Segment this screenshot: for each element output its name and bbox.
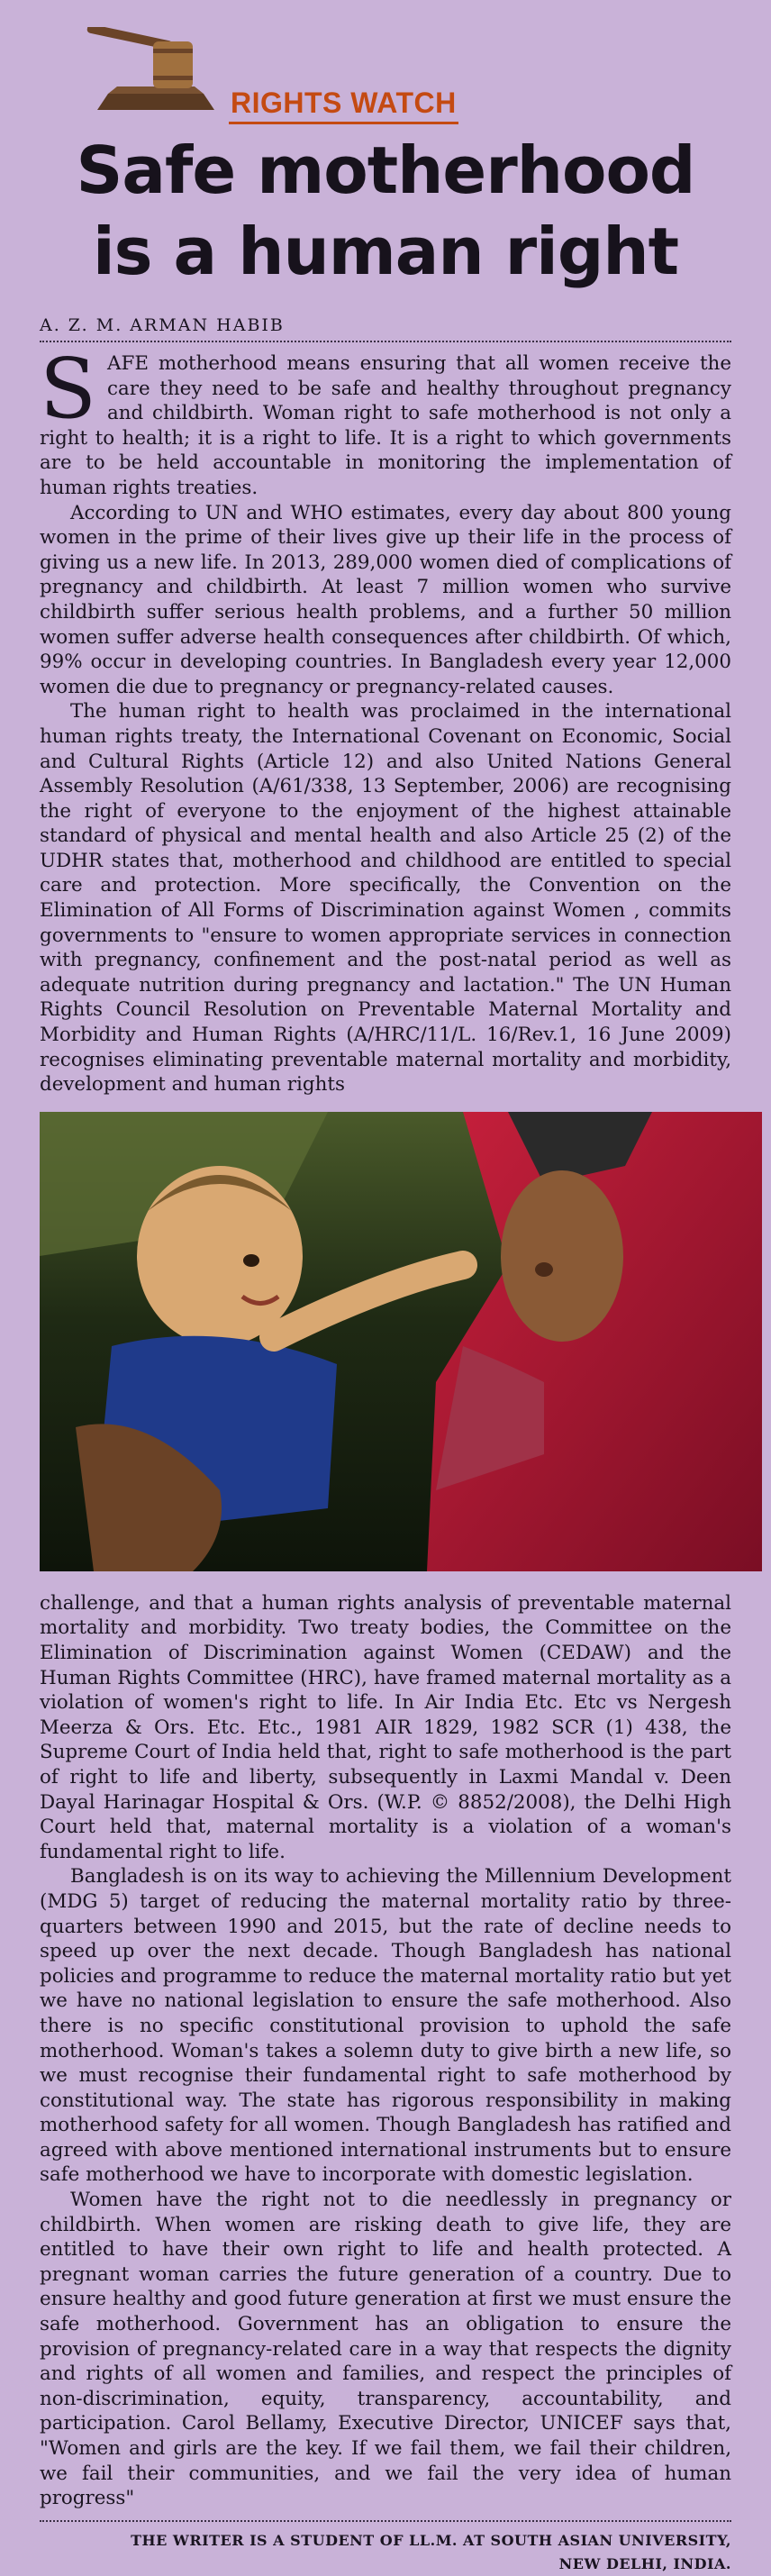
paragraph-5: Bangladesh is on its way to achieving the Millennium Development (MDG 5) target of reducing the maternal mortality ratio by three-quarters between 1990 and 2015, but the rate of decline needs to speed up over the next decade. Though Bangladesh has national policies and programme to reduce the maternal mortality ratio but yet we have no national legislation to ensure the safe motherhood. Also there is no specific constitutional provision to uphold the safe motherhood. Woman's takes a solemn duty to give birth a new life, so we must recognise their fundamental right to safe motherhood by constitutional way. The state has rigorous responsibility in making motherhood safety for all women. Though Bangladesh has ratified and agreed with above mentioned international instruments but to ensure safe motherhood we have to incorporate with domestic legislation. <box>40 1865 731 2187</box>
footer-divider <box>40 2520 731 2522</box>
byline: A. Z. M. ARMAN HABIB <box>40 315 731 342</box>
headline-line-2: is a human right <box>92 214 679 289</box>
paragraph-1 <box>40 341 731 501</box>
mother-and-child-photo <box>40 1112 762 1571</box>
paragraph-1-text: AFE motherhood means ensuring that all women receive the care they need to be safe and healthy throughout pregnancy and childbirth. Woman right to safe motherhood is not only a right to health; it is a right to life. It is a right to which governments are to be held accountable in monitoring the implementation of human rights treaties. <box>40 352 731 499</box>
article-header <box>40 0 731 117</box>
drop-cap: S <box>40 341 97 437</box>
gavel-icon <box>79 27 232 126</box>
paragraph-6: Women have the right not to die needlessly in pregnancy or childbirth. When women are risking death to give life, they are entitled to have their own right to life and health protected. A pregnant woman carries the future generation of a country. Due to ensure healthy and good future generation at first we must ensure the safe motherhood. Government has an obligation to ensure the provision of pregnancy-related care in a way that respects the dignity and rights of all women and families, and respect the principles of non-discrimination, equity, transparency, accountability, and participation. Carol Bellamy, Executive Director, UNICEF says that, "Women and girls are the key. If we fail them, we fail their children, we fail their communities, and we fail the very idea of human progress" <box>40 2189 731 2510</box>
section-label: RIGHTS WATCH <box>229 86 458 124</box>
paragraph-2: According to UN and WHO estimates, every day about 800 young women in the prime of their lives give up their life in the process of giving us a new life. In 2013, 289,000 women died of complications of pregnancy and childbirth. At least 7 million women who survive childbirth suffer serious health problems, and a further 50 million women suffer adverse health consequences after childbirth. Of which, 99% occur in developing countries. In Bangladesh every year 12,000 women die due to pregnancy or pregnancy-related causes. <box>40 501 731 698</box>
paragraph-3: The human right to health was proclaimed in the international human rights treaty, the International Covenant on Economic, Social and Cultural Rights (Article 12) and also United Nations General Assembly Resolution (A/61/338, 13 September, 2006) are recognising the right of everyone to the enjoyment of the highest attainable standard of physical and mental health and also Article 25 (2) of the UDHR states that, motherhood and childhood are entitled to special care and protection. More specifically, the Convention on the Elimination of All Forms of Discrimination against Women , commits governments to "ensure to women appropriate services in connection with pregnancy, confinement and the post-natal period as well as adequate nutrition during pregnancy and lactation." The UN Human Rights Council Resolution on Preventable Maternal Mortality and Morbidity and Human Rights (A/HRC/11/L. 16/Rev.1, 16 June 2009) recognises eliminating preventable maternal mortality and morbidity, development and human rights <box>40 700 731 1097</box>
paragraph-4: challenge, and that a human rights analysis of preventable maternal mortality and morbidity. Two treaty bodies, the Committee on the Elimination of Discrimination against Women (CEDAW) and the Human Rights Committee (HRC), have framed maternal mortality as a violation of women's right to life. In Air India Etc. Etc vs Nergesh Meerza & Ors. Etc. Etc., 1981 AIR 1829, 1982 SCR (1) 438, the Supreme Court of India held that, right to safe motherhood is the part of right to life and liberty, subsequently in Laxmi Mandal v. Deen Dayal Harinagar Hospital & Ors. (W.P. © 8852/2008), the Delhi High Court held that, maternal mortality is a violation of a woman's fundamental right to life. <box>40 1591 731 1863</box>
headline <box>40 130 731 292</box>
article-body <box>40 341 731 2511</box>
headline-line-1: Safe motherhood <box>76 132 695 208</box>
author-note: THE WRITER IS A STUDENT OF LL.M. AT SOUTH ASIAN UNIVERSITY, NEW DELHI, INDIA. <box>131 2531 731 2572</box>
